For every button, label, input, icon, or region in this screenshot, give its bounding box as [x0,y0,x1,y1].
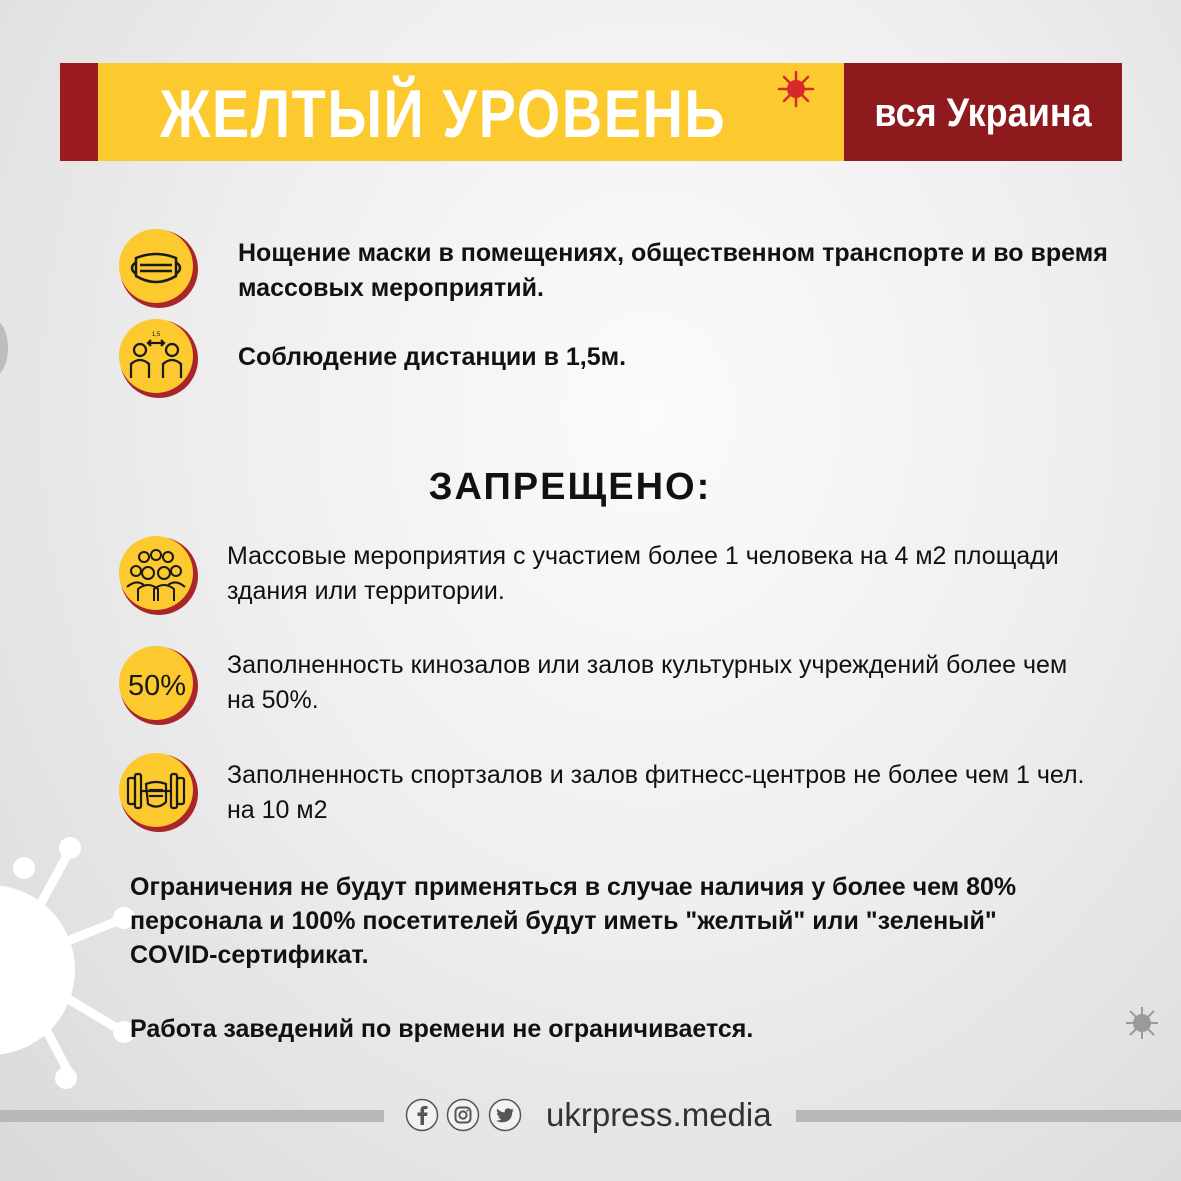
crowd-icon [118,535,200,617]
instagram-icon[interactable] [446,1098,480,1132]
virus-icon [776,69,816,109]
edge-shadow [0,320,8,376]
footer-line-right [796,1110,1181,1122]
small-virus-icon [1124,1005,1160,1041]
schedule-note: Работа заведений по времени не ограничивается. [130,1015,754,1043]
forbidden-gym-text: Заполненность спортзалов и залов фитнесс-центров не более чем 1 чел. на 10 м2 [227,761,1085,824]
social-distance-icon [118,318,200,400]
forbidden-cinema-text: Заполненность кинозалов или залов культурных учреждений более чем на 50%. [227,651,1068,714]
fifty-percent-label: 50% [127,670,187,702]
header-banner [60,63,1122,161]
forbidden-heading: ЗАПРЕЩЕНО: [428,466,712,508]
site-link[interactable]: ukrpress.media [546,1096,772,1133]
distance-icon-label: 1,5 [151,332,161,338]
banner-title: ЖЕЛТЫЙ УРОВЕНЬ [160,76,727,152]
dumbbell-icon [118,752,200,834]
rule-mask-text: Нощение маски в помещениях, общественном транспорте и во время массовых мероприятий. [238,239,1108,302]
twitter-icon[interactable] [488,1098,522,1132]
banner-subtitle: вся Украина [874,91,1092,135]
fifty-percent-icon [118,645,200,727]
certificate-note: Ограничения не будут применяться в случае наличия у более чем 80% персонала и 100% посетителей будут иметь "желтый" или "зеленый" COVID-сертификат. [130,873,1017,969]
banner-left-stripe [60,63,98,161]
facebook-icon[interactable] [405,1098,439,1132]
footer-line-left [0,1110,384,1122]
forbidden-crowd-text: Массовые мероприятия с участием более 1 человека на 4 м2 площади здания или территории. [227,542,1059,605]
rule-distance-text: Соблюдение дистанции в 1,5м. [238,343,627,371]
face-mask-icon [118,228,200,310]
